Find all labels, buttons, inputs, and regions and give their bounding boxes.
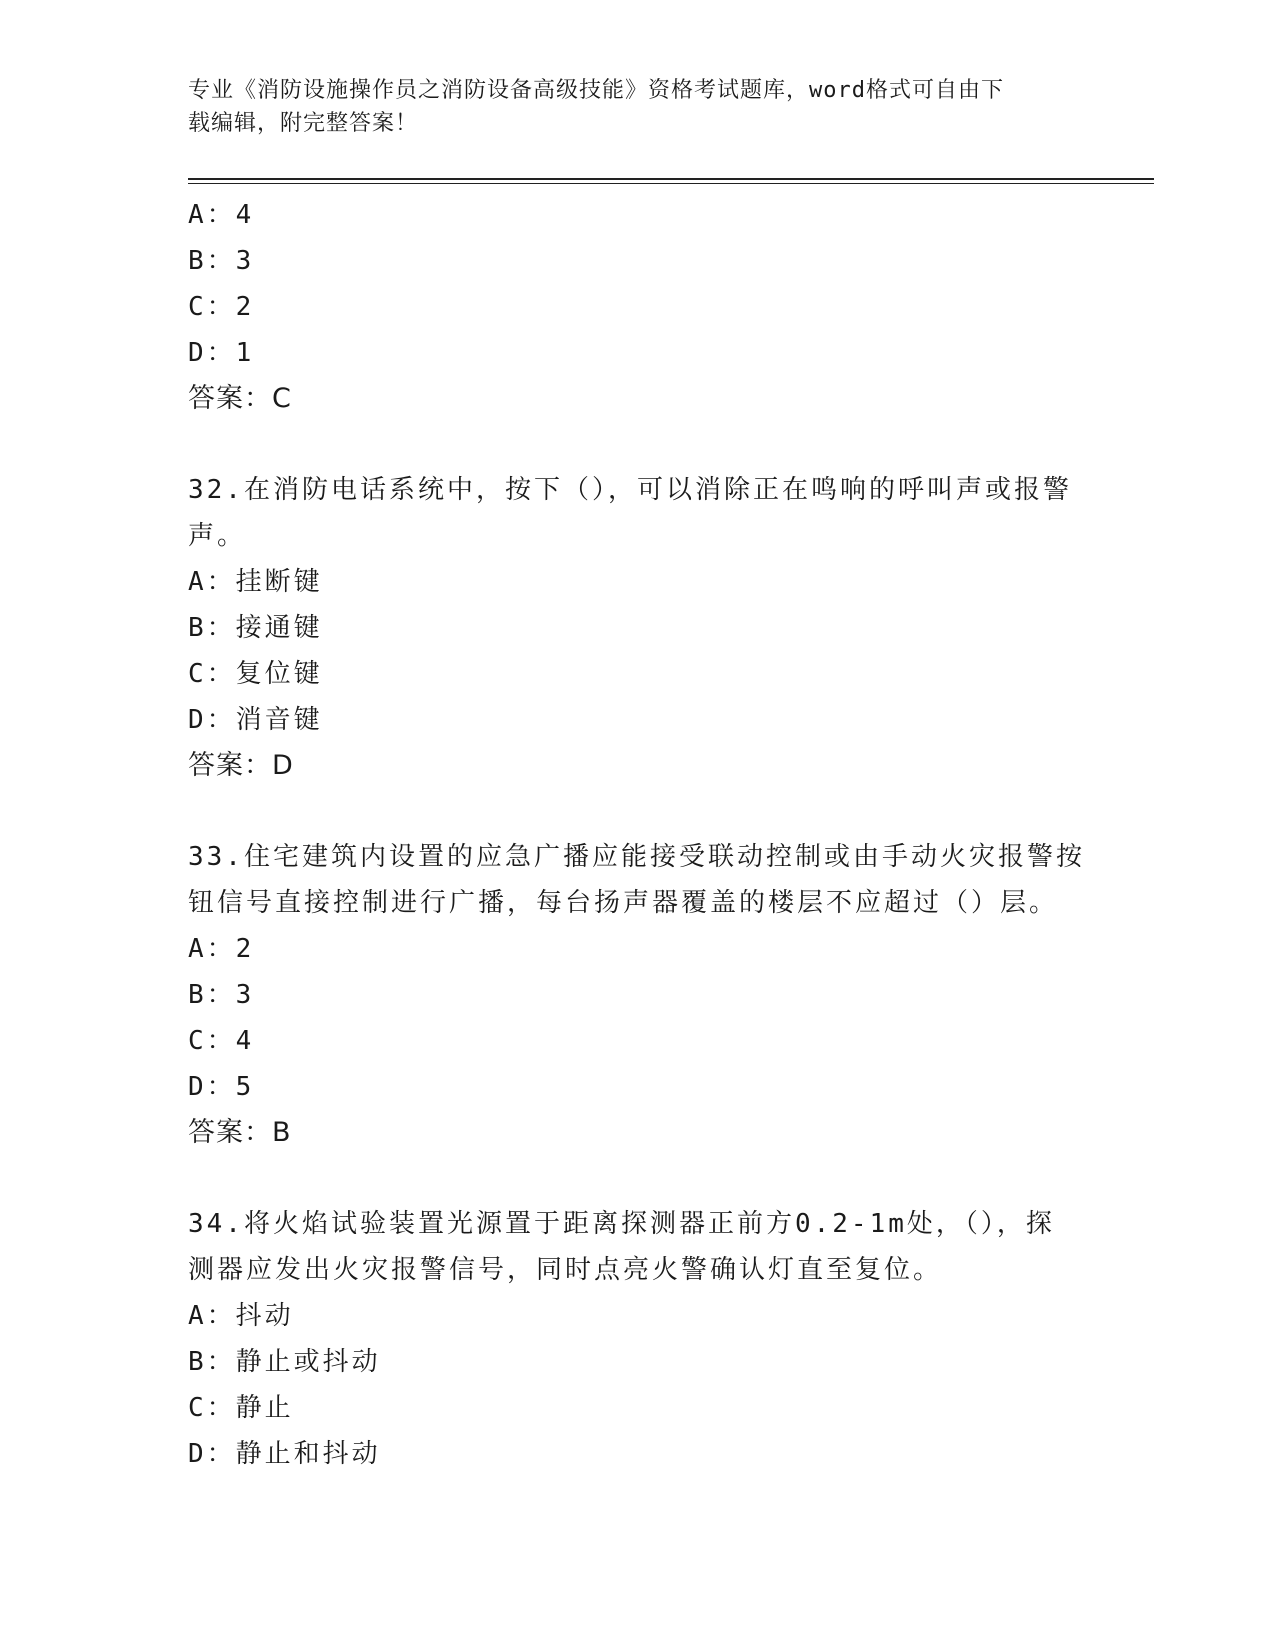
option-b: B：静止或抖动 bbox=[188, 1347, 381, 1377]
spacer bbox=[188, 422, 1088, 467]
question-34 bbox=[188, 1201, 1088, 1477]
question-stem-line-2: 测器应发出火灾报警信号，同时点亮火警确认灯直至复位。 bbox=[188, 1255, 943, 1285]
option-c: C：复位键 bbox=[188, 659, 323, 689]
option-d: D：静止和抖动 bbox=[188, 1439, 381, 1469]
option-c: C：静止 bbox=[188, 1393, 294, 1423]
question-stem-line-1: 33.住宅建筑内设置的应急广播应能接受联动控制或由手动火灾报警按 bbox=[188, 842, 1085, 872]
option-c: C：2 bbox=[188, 292, 255, 322]
option-a: A：挂断键 bbox=[188, 567, 323, 597]
question-stem-line-1: 34.将火焰试验装置光源置于距离探测器正前方0.2-1m处，（），探 bbox=[188, 1209, 1055, 1239]
question-32 bbox=[188, 467, 1088, 789]
spacer bbox=[188, 1156, 1088, 1201]
question-list bbox=[188, 192, 1088, 1477]
option-b: B：3 bbox=[188, 980, 255, 1010]
option-d: D：5 bbox=[188, 1072, 255, 1102]
option-a: A：4 bbox=[188, 200, 255, 230]
header-line-1: 专业《消防设施操作员之消防设备高级技能》资格考试题库，word格式可自由下 bbox=[188, 78, 1004, 103]
option-a: A：抖动 bbox=[188, 1301, 294, 1331]
question-33 bbox=[188, 834, 1088, 1156]
option-b: B：3 bbox=[188, 246, 255, 276]
question-stem-line-1: 32.在消防电话系统中，按下（），可以消除正在鸣响的呼叫声或报警 bbox=[188, 475, 1072, 505]
option-c: C：4 bbox=[188, 1026, 255, 1056]
spacer bbox=[188, 789, 1088, 834]
option-d: D：消音键 bbox=[188, 705, 323, 735]
option-d: D：1 bbox=[188, 338, 255, 368]
question-stem-line-2: 声。 bbox=[188, 521, 247, 551]
question-31 bbox=[188, 192, 1088, 422]
header-line-2: 载编辑，附完整答案！ bbox=[188, 111, 419, 136]
header-divider-thin bbox=[188, 183, 1154, 184]
question-stem-line-2: 钮信号直接控制进行广播，每台扬声器覆盖的楼层不应超过（）层。 bbox=[188, 888, 1059, 918]
document-header bbox=[188, 74, 1068, 140]
option-a: A：2 bbox=[188, 934, 255, 964]
header-divider-thick bbox=[188, 178, 1154, 180]
answer: 答案：C bbox=[188, 383, 292, 414]
answer: 答案：D bbox=[188, 750, 294, 781]
answer: 答案：B bbox=[188, 1117, 292, 1148]
option-b: B：接通键 bbox=[188, 613, 323, 643]
